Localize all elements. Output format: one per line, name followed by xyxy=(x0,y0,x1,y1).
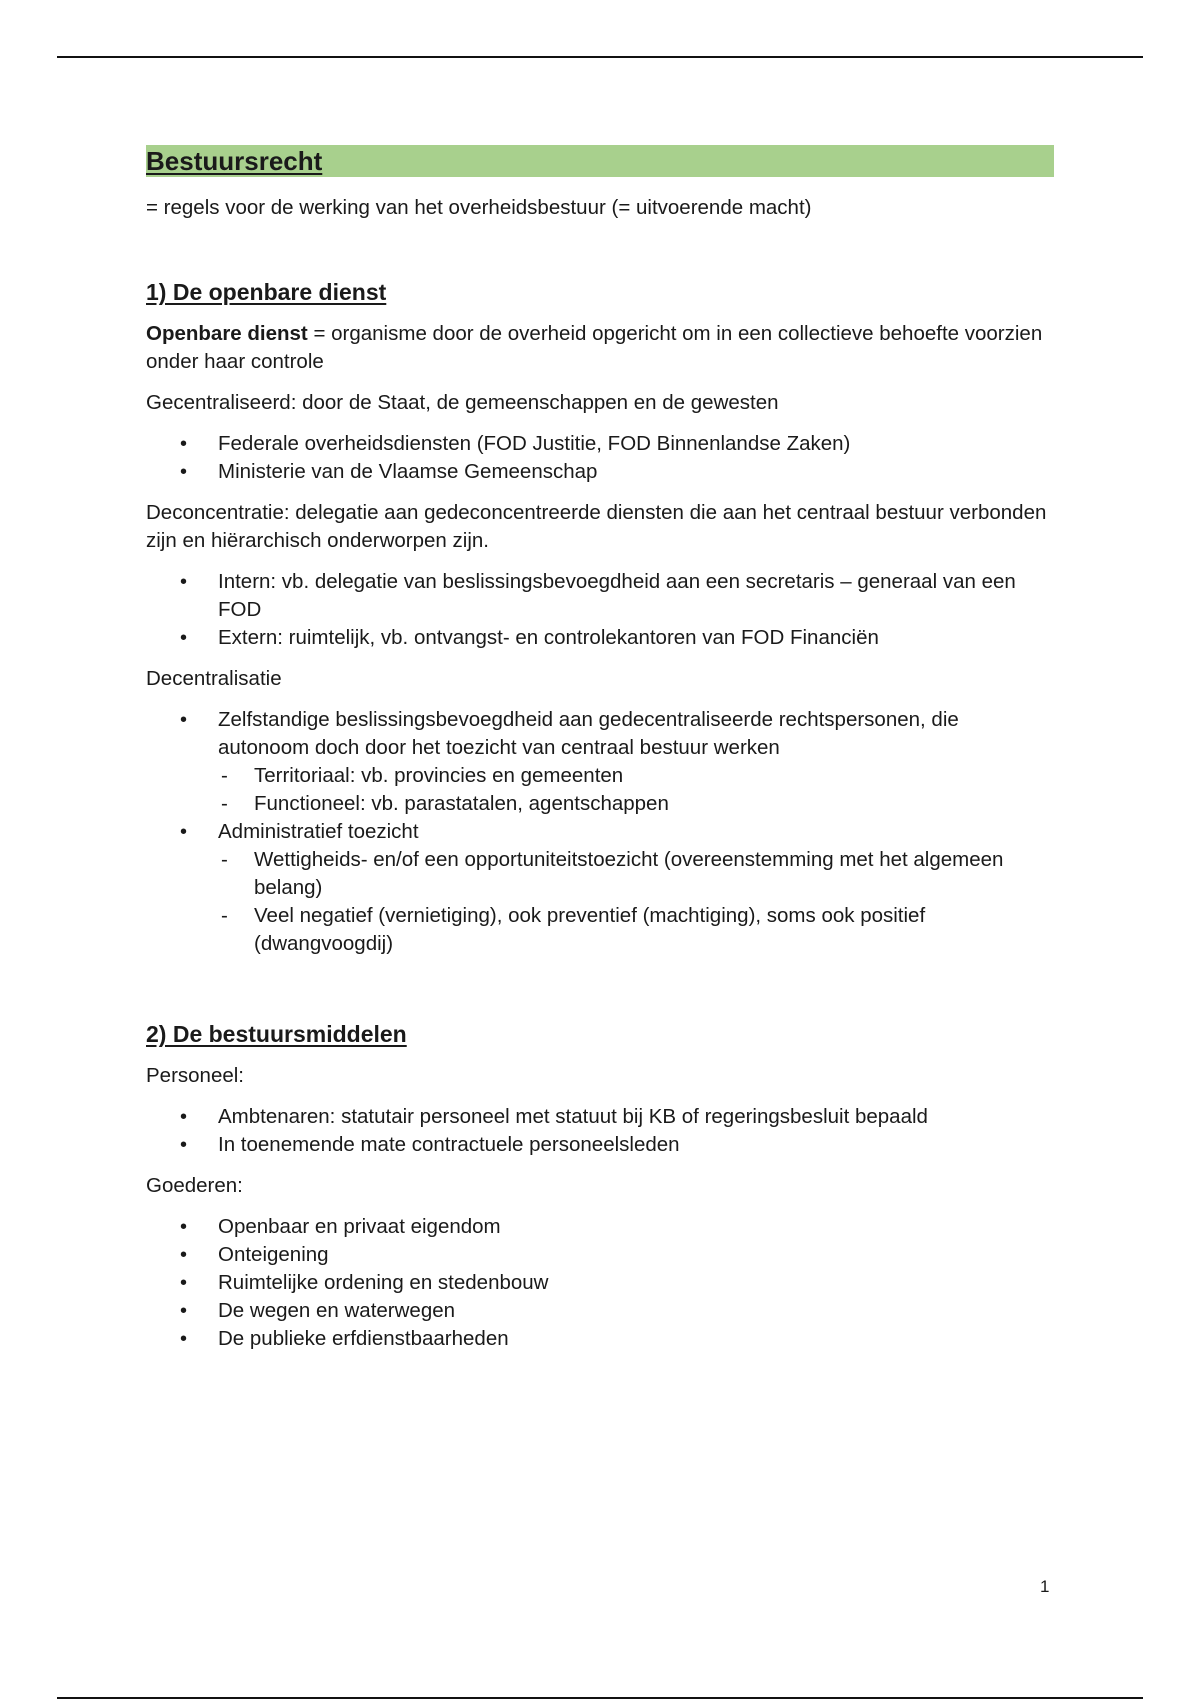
list-item: • De wegen en waterwegen xyxy=(146,1297,1054,1325)
list-item: • De publieke erfdienstbaarheden xyxy=(146,1325,1054,1353)
paragraph-goederen: Goederen: xyxy=(146,1174,243,1197)
list-item: • Ministerie van de Vlaamse Gemeenschap xyxy=(146,458,1054,486)
paragraph-gecentraliseerd: Gecentraliseerd: door de Staat, de gemeenschappen en de gewesten xyxy=(146,391,779,414)
section-heading-bestuursmiddelen: 2) De bestuursmiddelen xyxy=(146,1021,407,1047)
definition-openbare-dienst xyxy=(146,320,1054,376)
sub-list-item: - Veel negatief (vernietiging), ook preventief (machtiging), soms ook positief (dwangvoogdij) xyxy=(218,902,1054,958)
list-item xyxy=(146,706,1054,818)
definition-term: Openbare dienst xyxy=(146,322,308,345)
footer-rule xyxy=(57,1697,1143,1699)
list-item: • Federale overheidsdiensten (FOD Justitie, FOD Binnenlandse Zaken) xyxy=(146,430,1054,458)
list-item: • In toenemende mate contractuele personeelsleden xyxy=(146,1131,1054,1159)
sub-list-item: - Territoriaal: vb. provincies en gemeenten xyxy=(218,762,1054,790)
sub-list xyxy=(218,762,1054,818)
sub-list xyxy=(218,846,1054,958)
document-title: Bestuursrecht xyxy=(146,145,1054,177)
paragraph-decentralisatie: Decentralisatie xyxy=(146,667,282,690)
list-item: • Ruimtelijke ordening en stedenbouw xyxy=(146,1269,1054,1297)
list-item: • Intern: vb. delegatie van beslissingsbevoegdheid aan een secretaris – generaal van een FOD xyxy=(146,568,1054,624)
sub-list-item: - Functioneel: vb. parastatalen, agentschappen xyxy=(218,790,1054,818)
list-gecentraliseerd xyxy=(146,430,1054,486)
definition-text: = organisme door de overheid opgericht om in een collectieve behoefte voorzien onder haar controle xyxy=(146,322,1043,373)
list-item-text: Administratief toezicht xyxy=(218,820,419,843)
list-goederen xyxy=(146,1213,1054,1353)
list-item-text: Zelfstandige beslissingsbevoegdheid aan gedecentraliseerde rechtspersonen, die autonoom doch door het toezicht van centraal bestuur werken xyxy=(218,708,959,759)
header-rule xyxy=(57,56,1143,58)
list-deconcentratie xyxy=(146,568,1054,652)
list-item: • Openbaar en privaat eigendom xyxy=(146,1213,1054,1241)
list-item: • Ambtenaren: statutair personeel met statuut bij KB of regeringsbesluit bepaald xyxy=(146,1103,1054,1131)
list-decentralisatie xyxy=(146,706,1054,958)
paragraph-personeel: Personeel: xyxy=(146,1064,245,1087)
title-definition: = regels voor de werking van het overheidsbestuur (= uitvoerende macht) xyxy=(146,196,812,219)
list-item: • Extern: ruimtelijk, vb. ontvangst- en controlekantoren van FOD Financiën xyxy=(146,624,1054,652)
section-heading-openbare-dienst: 1) De openbare dienst xyxy=(146,279,387,305)
list-item: • Onteigening xyxy=(146,1241,1054,1269)
paragraph-deconcentratie: Deconcentratie: delegatie aan gedeconcentreerde diensten die aan het centraal bestuur verbonden zijn en hiërarchisch onderworpen zijn. xyxy=(146,501,1047,552)
document-body xyxy=(146,145,1054,1353)
page-number: 1 xyxy=(1040,1577,1050,1596)
list-item xyxy=(146,818,1054,958)
sub-list-item: - Wettigheids- en/of een opportuniteitstoezicht (overeenstemming met het algemeen belang) xyxy=(218,846,1054,902)
list-personeel xyxy=(146,1103,1054,1159)
